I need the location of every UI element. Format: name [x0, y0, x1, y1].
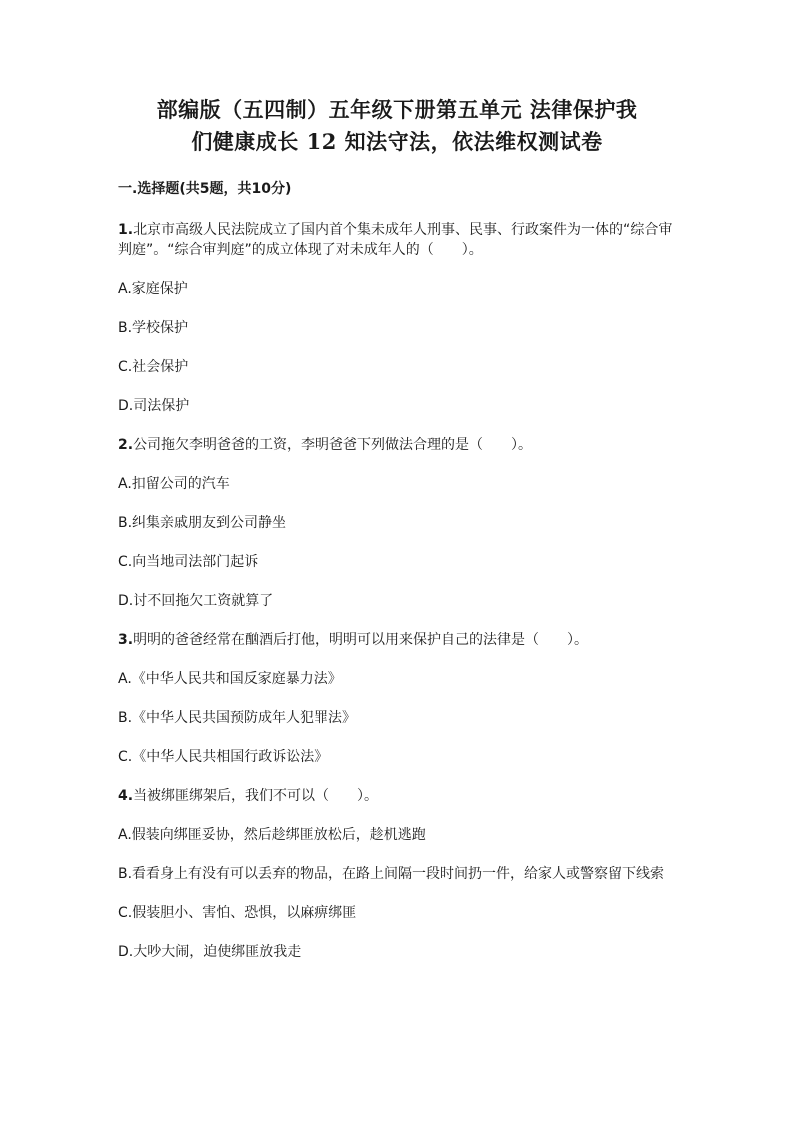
- question-number: 4.: [118, 788, 134, 804]
- option-1a: A.家庭保护: [118, 281, 188, 297]
- option-1b: B.学校保护: [118, 320, 189, 336]
- question-number: 2.: [118, 437, 134, 453]
- option-1c: C.社会保护: [118, 359, 189, 375]
- question-number: 1.: [118, 222, 134, 238]
- option-2c: C.向当地司法部门起诉: [118, 554, 259, 570]
- option-3b: B.《中华人民共国预防成年人犯罪法》: [118, 710, 357, 726]
- title-line-1: 部编版（五四制）五年级下册第五单元 法律保护我: [156, 97, 638, 122]
- option-3a: A.《中华人民共和国反家庭暴力法》: [118, 671, 342, 687]
- option-4c: C.假装胆小、害怕、恐惧，以麻痹绑匪: [118, 905, 357, 921]
- title-line-2: 们健康成长 12 知法守法，依法维权测试卷: [191, 129, 603, 154]
- question-text: 明明的爸爸经常在酗酒后打他，明明可以用来保护自己的法律是（ ）。: [133, 632, 589, 648]
- question-text: 北京市高级人民法院成立了国内首个集未成年人刑事、民事、行政案件为一体的“综合审判庭”。“综合审判庭”的成立体现了对未成年人的（ ）。: [118, 222, 673, 258]
- option-4a: A.假装向绑匪妥协，然后趁绑匪放松后，趁机逃跑: [118, 827, 426, 843]
- option-1d: D.司法保护: [118, 398, 190, 414]
- option-3c: C.《中华人民共相国行政诉讼法》: [118, 749, 329, 765]
- option-4d: D.大吵大闹，迫使绑匪放我走: [118, 944, 302, 960]
- option-2a: A.扣留公司的汽车: [118, 476, 230, 492]
- option-2d: D.讨不回拖欠工资就算了: [118, 593, 274, 609]
- option-2b: B.纠集亲戚朋友到公司静坐: [118, 515, 287, 531]
- option-4b: B.看看身上有没有可以丢弃的物品，在路上间隔一段时间扔一件，给家人或警察留下线索: [118, 866, 665, 882]
- question-2: [118, 435, 676, 455]
- question-4: [118, 786, 676, 806]
- document-title: [118, 94, 676, 158]
- question-text: 公司拖欠李明爸爸的工资，李明爸爸下列做法合理的是（ ）。: [133, 437, 533, 453]
- question-text: 当被绑匪绑架后，我们不可以（ ）。: [133, 788, 379, 804]
- question-number: 3.: [118, 632, 134, 648]
- question-1: [118, 220, 676, 260]
- section-heading: 一.选择题(共5题，共10分): [118, 181, 292, 197]
- question-3: [118, 630, 676, 650]
